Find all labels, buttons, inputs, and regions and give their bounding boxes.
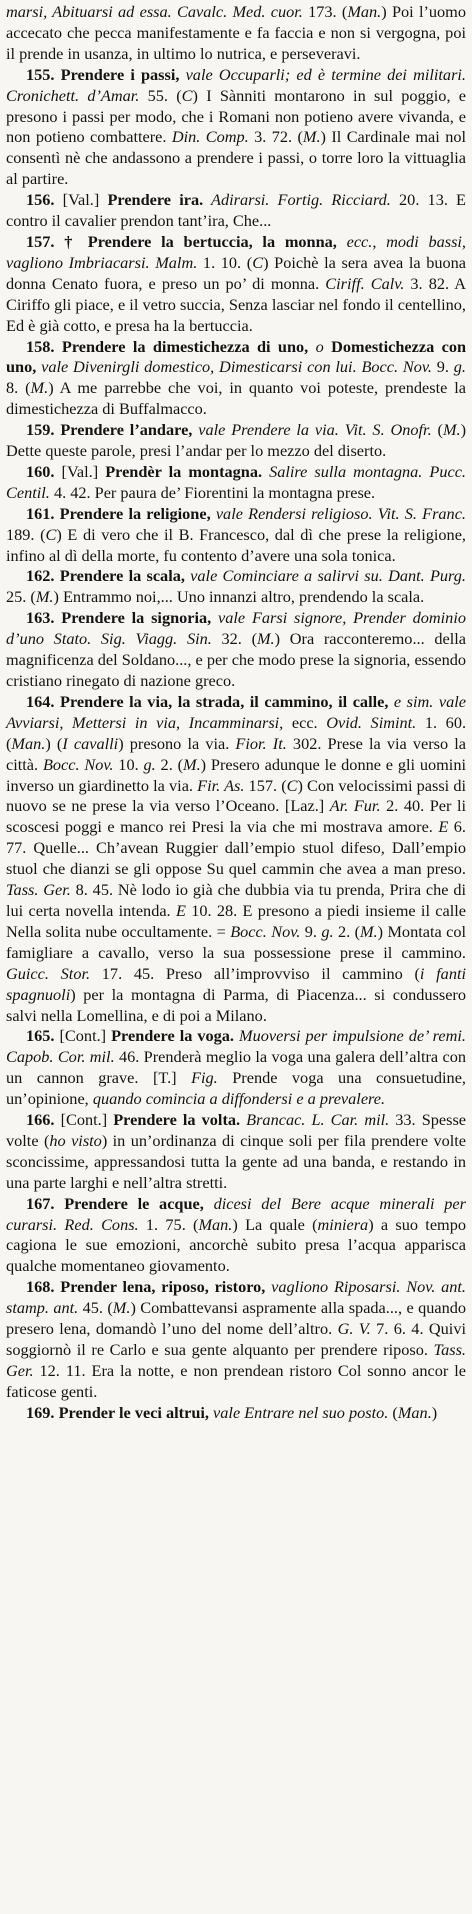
italic-text: C — [181, 85, 193, 105]
entry-text: ) Con velocissimi passi di nuovo se ne prese la via verso l’Oceano. [Laz.] — [6, 775, 467, 816]
entry-text: ) presono la via. — [118, 733, 236, 753]
entry-number: 163. — [26, 608, 55, 628]
italic-text: E — [175, 900, 186, 920]
entry-headword: Prendere la signoria, — [54, 608, 212, 628]
dictionary-entry — [6, 1403, 466, 1424]
entry-text: 189. ( — [6, 524, 46, 544]
dictionary-entry — [6, 1277, 466, 1402]
italic-text: vale Rendersi religioso. Vit. S. Franc. — [210, 503, 466, 523]
italic-text: M. — [112, 1298, 131, 1318]
entry-text: 10. 28. E presono a piedi insieme il calle Nella solita nube occultamente. = — [6, 900, 466, 941]
italic-text: vale Cominciare a salirvi su. Dant. Purg. — [184, 566, 466, 586]
entry-text: 3. 72. ( — [248, 127, 303, 147]
italic-text: vale Prendere la via. Vit. S. Onofr. — [192, 420, 432, 440]
italic-text: M. — [302, 127, 321, 147]
italic-text: Guicc. Stor. — [6, 963, 91, 983]
italic-text: M. — [35, 587, 54, 607]
entry-headword: Prendere le acque, — [54, 1193, 204, 1213]
entry-text: 55. ( — [139, 85, 182, 105]
entry-number: 166. — [26, 1110, 55, 1130]
dictionary-entry — [6, 232, 466, 337]
italic-text: Man. — [397, 1402, 432, 1422]
entry-text: 1. 60. ( — [6, 712, 467, 753]
entry-text: 9. — [300, 921, 322, 941]
italic-text: Ciriff. Calv. — [325, 273, 405, 293]
entry-headword: Prendere i passi, — [54, 64, 180, 84]
entry-number: 156. — [26, 190, 55, 210]
italic-text: G. V. — [337, 1319, 371, 1339]
entry-text: 157. ( — [244, 775, 287, 795]
entry-number: 160. — [26, 461, 55, 481]
entry-text: ecc. — [283, 712, 327, 732]
entry-headword: Prendere la religione, — [54, 503, 211, 523]
entry-text: ) a suo tempo cagiona le sue emozioni, ancorchè subito presa l’acqua apparisca qualche momentaneo giovamento. — [6, 1214, 467, 1276]
dictionary-entry — [6, 1194, 466, 1278]
entry-text: ) La quale ( — [232, 1214, 318, 1234]
italic-text: vale Divenirgli domestico, Dimesticarsi con lui. Bocc. Nov. — [36, 357, 432, 377]
italic-text: Ovid. Simint. — [326, 712, 417, 732]
dictionary-entry — [6, 1026, 466, 1110]
italic-text: Muoversi per impulsione de’ remi. Capob. Cor. mil. — [6, 1026, 466, 1067]
entry-text: 10. — [113, 754, 144, 774]
italic-text: C — [286, 775, 298, 795]
entry-text: ) Poichè la sera avea la buona donna Cenato fuora, e preso un po’ di monna. — [6, 252, 466, 293]
dictionary-entry — [6, 692, 466, 1027]
dictionary-entry — [6, 462, 466, 504]
entry-text: ( — [431, 420, 443, 440]
entry-number: 168. — [26, 1277, 55, 1297]
entry-number: 159. — [26, 420, 55, 440]
entry-text: 1. 75. ( — [138, 1214, 199, 1234]
italic-text: Bocc. Nov. — [230, 921, 301, 941]
entry-headword: Domestichezza con uno, — [6, 336, 467, 377]
entry-text: 12. 11. Era la notte, e non prendean ristoro Col sonno ancor le faticose genti. — [6, 1360, 466, 1401]
italic-text: dicesi del Bere acque minerali per curarsi. Red. Cons. — [6, 1193, 466, 1234]
entry-text: ) Presero adunque le donne e gli uomini inverso un giardinetto la via. — [6, 754, 466, 795]
entry-text: ) Combattevansi aspramente alla spada..., e quando presero lena, domandò l’uno del nome dell’altro. — [6, 1298, 466, 1339]
entry-text: ) Dette queste parole, presi l’andar per lo mezzo del diserto. — [6, 420, 466, 461]
entry-text: ) in un’ordinanza di cinque soli per fila prendere volte sconcissime, appressandosi tutta la gente ad una banda, e restando in una parte larghi e nell’altra stretti. — [6, 1130, 466, 1192]
entry-headword: Prendèr la montagna. — [105, 461, 263, 481]
entry-text: ) I Sànniti montarono in sul poggio, e presono i passi per modo, che i Romani non potieno avere vivanda, e non potieno combattere. — [6, 85, 466, 147]
entry-number: 164. — [26, 691, 55, 711]
italic-text: M. — [257, 629, 275, 649]
italic-text: g. — [453, 357, 466, 377]
entry-headword: Prendere la scala, — [54, 566, 185, 586]
italic-text: ecc., modi bassi, vagliono Imbriacarsi. Malm. — [6, 231, 467, 272]
entry-text: ) E di vero che il B. Francesco, dal dì che prese la religione, infino al dì della morte, fu contento d’avere una sola tonica. — [6, 524, 466, 565]
entry-text: 8. 45. Nè lodo io già che dubbia via tu prenda, Prira che di lui certa novella intenda. — [6, 880, 466, 920]
entry-text: ) A me parrebbe che voi, in quanto voi poteste, prendeste la dimestichezza di Buffalmacco. — [6, 378, 466, 419]
entry-text: [Val.] — [54, 190, 108, 210]
entry-text: 17. 45. Preso all’improvviso il cammino ( — [90, 963, 420, 983]
entry-text: 2. ( — [155, 754, 184, 774]
entry-text: 4. 42. Per paura de’ Fiorentini la montagna prese. — [49, 482, 376, 502]
dictionary-entry — [6, 1110, 466, 1194]
entry-text: [Cont.] — [54, 1026, 112, 1046]
italic-text: Ar. Fur. — [329, 796, 381, 816]
entry-text: 32. ( — [211, 629, 257, 649]
dictionary-entry — [6, 337, 466, 421]
entry-text: ) Entrammo noi,... Uno innanzi altro, prendendo la scala. — [53, 587, 425, 607]
italic-text: M. — [442, 420, 461, 440]
entry-text: [Cont.] — [54, 1110, 114, 1130]
entry-headword: Prender lena, riposo, ristoro, — [54, 1277, 266, 1297]
italic-text: Tass. Ger. — [6, 880, 71, 900]
italic-text: I cavalli — [62, 733, 119, 753]
entry-text: 8. ( — [6, 378, 31, 398]
dictionary-entry — [6, 608, 466, 692]
italic-text: Man. — [198, 1214, 233, 1234]
entry-headword: Prendere l’andare, — [54, 420, 193, 440]
italic-text: Fir. As. — [197, 775, 245, 795]
italic-text: ho visto — [49, 1130, 102, 1150]
italic-text: C — [45, 524, 57, 544]
italic-text: Salire sulla montagna. Pucc. Centil. — [6, 461, 466, 502]
italic-text: vagliono Riposarsi. Nov. ant. stamp. ant. — [6, 1277, 467, 1318]
entry-text: 46. Prenderà meglio la voga una galera dell’altra con un cannon grave. [T.] — [6, 1047, 467, 1088]
italic-text: quando comincia a diffondersi e a prevalere. — [92, 1089, 386, 1109]
italic-text: Adirarsi. Fortig. Ricciard. — [203, 190, 391, 210]
italic-text: marsi, Abituarsi ad essa. Cavalc. Med. cuor. — [6, 2, 303, 21]
entry-headword: Prendere la dimestichezza di uno, — [54, 336, 309, 356]
entry-number: 158. — [26, 336, 55, 356]
entry-headword: † Prendere la bertuccia, la monna, — [54, 231, 337, 251]
italic-text: vale Farsi signore, Prender dominio d’uno Stato. Sig. Viagg. Sin. — [6, 608, 466, 649]
italic-text: g. — [321, 921, 334, 941]
entry-text: 6. 77. Quelle... Ch’avean Ruggier dall’empio stuol difeso, Dall’empio stuol che dianzi se gli oppose Su quel cammin che avea a man preso. — [6, 817, 466, 879]
italic-text: Bocc. Nov. — [42, 754, 114, 774]
italic-text: e sim. vale Avviarsi, Mettersi in via, Incamminarsi, — [6, 691, 466, 732]
italic-text: miniera — [317, 1214, 369, 1234]
entry-text: 25. ( — [6, 587, 36, 607]
italic-text: Din. Comp. — [171, 127, 249, 147]
italic-text: Fior. It. — [235, 733, 287, 753]
entry-text: 7. 6. 4. Quivi soggiornò il re Carlo e sua gente alquanto per prendere riposo. — [6, 1319, 466, 1359]
entry-text: ( — [388, 1402, 398, 1422]
entry-text: ) Poi l’uomo accecato che pecca manifestamente e fa faccia e non si vergogna, poi il prende in usanza, in ultimo lo nutrica, e perseveravi. — [6, 2, 466, 63]
entry-number: 162. — [26, 566, 55, 586]
entry-text: 33. Spesse volte ( — [6, 1110, 467, 1150]
dictionary-entry — [6, 566, 466, 608]
italic-text: o — [308, 336, 332, 356]
entry-text: 1. 10. ( — [197, 252, 253, 272]
entry-text: 2. 40. Per li scoscesi poggi e manco rei Presi la via che mi mostrava amore. — [6, 796, 467, 837]
entry-text: 173. ( — [302, 2, 348, 21]
entry-text: 2. ( — [333, 921, 360, 941]
entry-number: 161. — [26, 503, 55, 523]
italic-text: M. — [183, 754, 201, 774]
entry-headword: Prendere la via, la strada, il cammino, il calle, — [54, 691, 389, 711]
entry-number: 155. — [26, 64, 55, 84]
entry-text: 3. 82. A Ciriffo gli piace, e il vetro succia, Senza lasciar nel fondo il centellino, Ed è già cotto, e presa ha la bertuccia. — [6, 273, 466, 335]
dictionary-entry — [6, 190, 466, 232]
italic-text: E — [438, 817, 449, 837]
entry-text: [Val.] — [54, 461, 106, 481]
entry-text: ) Montata col famigliare a cavallo, verso la sua possessione prese il cammino. — [6, 921, 467, 962]
entry-text: 302. Prese la via verso la città. — [6, 733, 467, 774]
entry-text: 20. 13. E contro il cavalier prendon tant’ira, Che... — [6, 190, 466, 231]
italic-text: M. — [30, 378, 49, 398]
entry-text: ) ( — [45, 733, 63, 753]
italic-text: Man. — [11, 733, 46, 753]
entry-text: 45. ( — [78, 1298, 113, 1318]
entry-text: ) per la montagna di Parma, di Piacenza... si condussero salvi nella Lomellina, e di poi a Milano. — [6, 984, 466, 1025]
italic-text: vale Entrare nel suo posto. — [208, 1402, 389, 1422]
dictionary-entry — [6, 65, 466, 190]
entry-headword: Prendere la volta. — [113, 1110, 241, 1130]
entry-number: 169. — [26, 1402, 55, 1422]
italic-text: Tass. Ger. — [6, 1340, 466, 1380]
italic-text: Man. — [347, 2, 382, 21]
entry-text: ) Il Cardinale mai nol consentì nè che andassono a prendere i passi, o torre loro la vittuaglia al partire. — [6, 127, 466, 189]
entry-headword: Prendere la voga. — [111, 1026, 235, 1046]
entry-headword: Prendere ira. — [107, 190, 204, 210]
entry-text: ) Ora racconteremo... della magnificenza del Soldano..., e per che modo prese la signoria, essendo cristiano rinegato di nazione greco. — [6, 629, 466, 690]
entry-text: ) — [431, 1402, 438, 1422]
dictionary-page — [6, 2, 466, 1424]
entry-number: 157. — [26, 231, 55, 251]
entry-number: 165. — [26, 1026, 55, 1046]
italic-text: g. — [143, 754, 156, 774]
entry-headword: Prender le veci altrui, — [54, 1402, 209, 1422]
entry-number: 167. — [26, 1193, 55, 1213]
dictionary-entry — [6, 2, 466, 65]
italic-text: i fanti spagnuoli — [6, 963, 467, 1004]
dictionary-entry — [6, 420, 466, 462]
italic-text: Brancac. L. Car. mil. — [240, 1110, 390, 1130]
italic-text: vale Occuparli; ed è termine dei militari. Cronichett. d’Amar. — [6, 64, 467, 105]
dictionary-entry — [6, 504, 466, 567]
italic-text: M. — [360, 921, 378, 941]
italic-text: Fig. — [191, 1068, 218, 1088]
italic-text: C — [252, 252, 264, 272]
entry-text: 9. — [431, 357, 454, 377]
entry-text: Prende voga una consuetudine, un’opinione, — [6, 1068, 466, 1109]
